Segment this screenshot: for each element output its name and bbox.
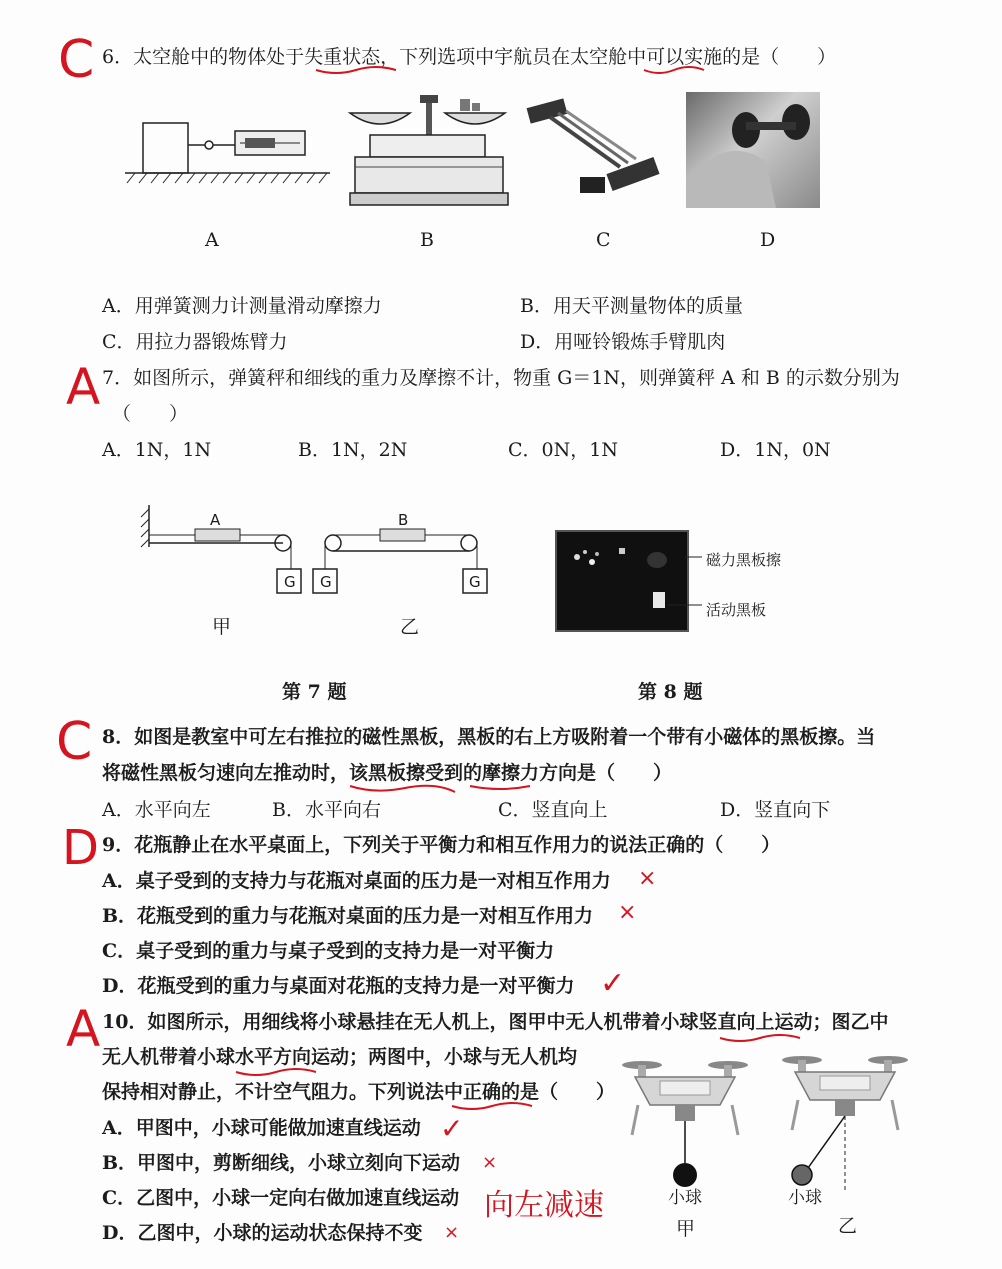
q10-stem-line2: 无人机带着小球水平方向运动；两图中，小球与无人机均 [102,1046,578,1068]
q10-stem-line3: 保持相对静止，不计空气阻力。下列说法中正确的是（ ） [102,1081,616,1103]
q6-option-c: C．用拉力器锻炼臂力 [102,331,288,353]
q8-eraser-label: 磁力黑板擦 [706,551,782,569]
q7-jia-label: 甲 [212,616,232,638]
q9-mark-d: ✓ [600,966,626,1001]
q9-option-b: B．花瓶受到的重力与花瓶对桌面的压力是一对相互作用力 [102,905,594,927]
q7-weight-label-1: G [284,573,296,591]
q8-option-a: A．水平向左 [102,799,211,821]
q9-option-d: D．花瓶受到的重力与桌面对花瓶的支持力是一对平衡力 [102,975,575,997]
q9-stem: 9．花瓶静止在水平桌面上，下列关于平衡力和相互作用力的说法正确的（ ） [102,834,781,856]
q10-mark-b: × [482,1152,498,1173]
q7-weight-label-2: G [320,573,332,591]
q6-option-b: B．用天平测量物体的质量 [520,295,743,317]
drone-jia-figure [620,1045,750,1195]
q8-stem-line2: 将磁性黑板匀速向左推动时，该黑板擦受到的摩擦力方向是（ ） [102,762,673,784]
q7-option-a: A．1N，1N [102,439,212,461]
q7-scale-a-label: A [210,511,221,529]
q10-handwritten-note: 向左减速 [484,1188,604,1223]
q8-option-d: D．竖直向下 [720,799,831,821]
q7-yi-label: 乙 [400,616,420,638]
q6-option-d: D．用哑铃锻炼手臂肌肉 [520,331,726,353]
q9-mark-b: × [618,900,637,925]
q6-fig-label-c: C [596,229,611,251]
q10-ball-label-yi: 小球 [788,1188,822,1208]
q6-answer-mark: C [58,30,95,90]
q9-option-a: A．桌子受到的支持力与花瓶对桌面的压力是一对相互作用力 [102,870,611,892]
drone-yi-figure [780,1040,910,1210]
q10-option-d: D．乙图中，小球的运动状态保持不变 [102,1222,423,1244]
q8-option-b: B．水平向右 [272,799,381,821]
q10-option-a: A．甲图中，小球可能做加速直线运动 [102,1117,421,1139]
q8-caption: 第 8 题 [638,681,703,703]
q9-mark-a: × [638,866,657,891]
q10-option-c: C．乙图中，小球一定向右做加速直线运动 [102,1187,460,1209]
q6-fig-label-d: D [760,229,776,251]
q10-stem-line1: 10．如图所示，用细线将小球悬挂在无人机上，图甲中无人机带着小球竖直向上运动；图乙中 [102,1011,889,1033]
q7-weight-label-3: G [469,573,481,591]
q8-option-c: C．竖直向上 [498,799,608,821]
q7-stem: 7．如图所示，弹簧秤和细线的重力及摩擦不计，物重 G＝1N，则弹簧秤 A 和 B 的示数分别为 [102,367,900,389]
q7-option-d: D．1N，0N [720,439,831,461]
q7-answer-mark: A [66,358,101,416]
q6-fig-label-b: B [420,229,434,251]
q10-mark-d: × [444,1222,460,1243]
q10-mark-a: ✓ [440,1112,464,1145]
q7-caption: 第 7 题 [282,681,347,703]
q8-board-label: 活动黑板 [706,601,767,619]
q10-yi-label: 乙 [838,1215,858,1237]
q10-option-b: B．甲图中，剪断细线，小球立刻向下运动 [102,1152,461,1174]
q6-stem: 6．太空舱中的物体处于失重状态，下列选项中宇航员在太空舱中可以实施的是（ ） [102,46,837,68]
q6-option-a: A．用弹簧测力计测量滑动摩擦力 [102,295,382,317]
q8-stem-line1: 8．如图是教室中可左右推拉的磁性黑板，黑板的右上方吸附着一个带有小磁体的黑板擦。当 [102,726,876,748]
q7-scale-b-label: B [398,511,409,529]
q10-ball-label-jia: 小球 [668,1188,702,1208]
q7-option-b: B．1N，2N [298,439,408,461]
q7-blank: （ ） [112,403,189,425]
q6-fig-label-a: A [205,229,219,251]
q9-option-c: C．桌子受到的重力与桌子受到的支持力是一对平衡力 [102,940,555,962]
q8-answer-mark: C [56,712,93,772]
q10-jia-label: 甲 [676,1218,696,1240]
q10-answer-mark: A [66,1000,101,1058]
q9-answer-mark: D [62,820,99,876]
q7-option-c: C．0N，1N [508,439,618,461]
